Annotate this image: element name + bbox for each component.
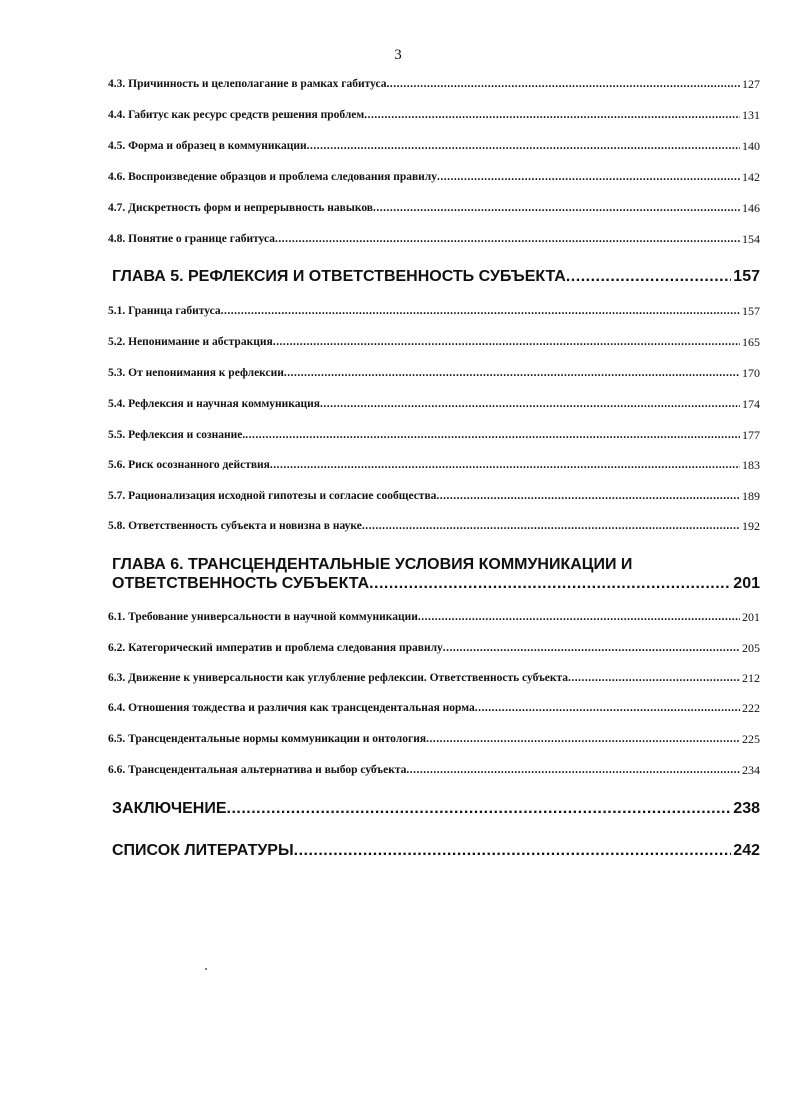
dot-leader [443,640,740,656]
dot-leader [566,267,731,287]
bibliography-page: 242 [733,842,760,859]
toc-entry-page: 140 [742,139,760,153]
toc-entry-title: 5.4. Рефлексия и научная коммуникация [108,398,320,410]
toc-entry-title: 5.8. Ответственность субъекта и новизна в науке [108,520,362,532]
toc-entry-title: 5.3. От непонимания к рефлексии [108,367,284,379]
toc-entry[interactable] [108,334,760,350]
toc-entry[interactable] [108,200,760,216]
toc-entry-title: 6.5. Трансцендентальные нормы коммуникации и онтология [108,733,427,745]
dot-leader [437,169,740,185]
toc-entry[interactable] [108,365,760,381]
dot-leader [273,334,740,350]
dot-leader [275,231,740,247]
dot-leader [386,76,740,92]
toc-entry[interactable] [108,396,760,412]
toc-entry-title: 6.6. Трансцендентальная альтернатива и выбор субъекта [108,764,407,776]
toc-entry[interactable] [108,169,760,185]
toc-entry[interactable] [108,107,760,123]
bibliography-title: СПИСОК ЛИТЕРАТУРЫ [112,842,294,859]
chapter-title: ОТВЕТСТВЕННОСТЬ СУБЪЕКТА [112,575,370,592]
toc-entry-page: 183 [742,458,760,472]
toc-entry-page: 146 [742,201,760,215]
dot-leader [221,303,740,319]
dot-leader [373,200,740,216]
toc-entry-page: 234 [742,763,760,777]
toc-entry[interactable] [108,700,760,716]
dot-leader [362,518,740,534]
dot-leader [270,457,740,473]
toc-entry-page: 225 [742,732,760,746]
toc-entry-title: 5.1. Граница габитуса [108,305,221,317]
conclusion-page: 238 [733,800,760,817]
toc-entry[interactable] [108,427,760,443]
toc-entry-page: 142 [742,170,760,184]
toc-entry-title: 4.6. Воспроизведение образцов и проблема следования правилу [108,171,438,183]
toc-entry-page: 174 [742,397,760,411]
toc-entry-page: 192 [742,519,760,533]
dot-leader [568,670,740,686]
toc-entry-page: 127 [742,77,760,91]
toc-entry-title: 5.7. Рационализация исходной гипотезы и согласие сообщества [108,490,437,502]
dot-leader [406,762,740,778]
toc-bibliography[interactable] [112,841,760,861]
toc-entry-page: 189 [742,489,760,503]
dot-leader [364,107,740,123]
toc-entry-page: 177 [742,428,760,442]
toc-entry[interactable] [108,231,760,247]
dot-leader [426,731,740,747]
toc-conclusion[interactable] [112,799,760,819]
toc-entry-title: 6.4. Отношения тождества и различия как трансцендентальная норма [108,702,475,714]
toc-entry-page: 157 [742,304,760,318]
toc-chapter-5[interactable] [112,267,760,287]
conclusion-title: ЗАКЛЮЧЕНИЕ [112,800,227,817]
toc-entry-title: 6.2. Категорический императив и проблема следования правилу [108,642,443,654]
toc-entry[interactable] [108,488,760,504]
toc-chapter-6[interactable] [112,574,760,594]
scan-speck [205,968,207,970]
dot-leader [436,488,740,504]
toc-entry-page: 165 [742,335,760,349]
page-number: 3 [394,47,402,63]
toc-entry-page: 170 [742,366,760,380]
toc-entry-page: 131 [742,108,760,122]
toc-entry-title: 5.5. Рефлексия и сознание. [108,429,246,441]
dot-leader [475,700,740,716]
dot-leader [284,365,740,381]
dot-leader [320,396,740,412]
dot-leader [245,427,740,443]
toc-entry[interactable] [108,303,760,319]
toc-entry[interactable] [108,670,760,686]
toc-entry-title: 6.1. Требование универсальности в научной коммуникации [108,611,418,623]
toc-entry-title: 4.3. Причинность и целеполагание в рамках габитуса [108,78,387,90]
toc-entry[interactable] [108,609,760,625]
dot-leader [294,841,732,861]
toc-entry-title: 6.3. Движение к универсальности как углубление рефлексии. Ответственность субъекта [108,672,569,684]
toc-chapter-6-line1[interactable]: ГЛАВА 6. ТРАНСЦЕНДЕНТАЛЬНЫЕ УСЛОВИЯ КОММУНИКАЦИИ И [112,556,633,573]
toc-entry-title: 4.8. Понятие о границе габитуса [108,233,276,245]
dot-leader [227,799,732,819]
dot-leader [307,138,740,154]
toc-entry-page: 154 [742,232,760,246]
toc-entry[interactable] [108,457,760,473]
chapter-page: 157 [733,268,760,285]
toc-entry-title: 4.5. Форма и образец в коммуникации [108,140,307,152]
chapter-page: 201 [733,575,760,592]
toc-entry-page: 222 [742,701,760,715]
toc-entry-page: 212 [742,671,760,685]
toc-entry[interactable] [108,518,760,534]
chapter-title: ГЛАВА 5. РЕФЛЕКСИЯ И ОТВЕТСТВЕННОСТЬ СУБЪЕКТА [112,268,566,285]
toc-entry[interactable] [108,76,760,92]
toc-entry-title: 4.7. Дискретность форм и непрерывность навыков [108,202,374,214]
toc-entry[interactable] [108,762,760,778]
toc-entry[interactable] [108,640,760,656]
toc-entry-title: 5.6. Риск осознанного действия [108,459,270,471]
toc-entry-title: 5.2. Непонимание и абстракция [108,336,273,348]
toc-entry[interactable] [108,138,760,154]
toc-entry-page: 201 [742,610,760,624]
toc-entry-page: 205 [742,641,760,655]
toc-entry-title: 4.4. Габитус как ресурс средств решения проблем [108,109,365,121]
toc-entry[interactable] [108,731,760,747]
dot-leader [369,574,731,594]
dot-leader [418,609,740,625]
